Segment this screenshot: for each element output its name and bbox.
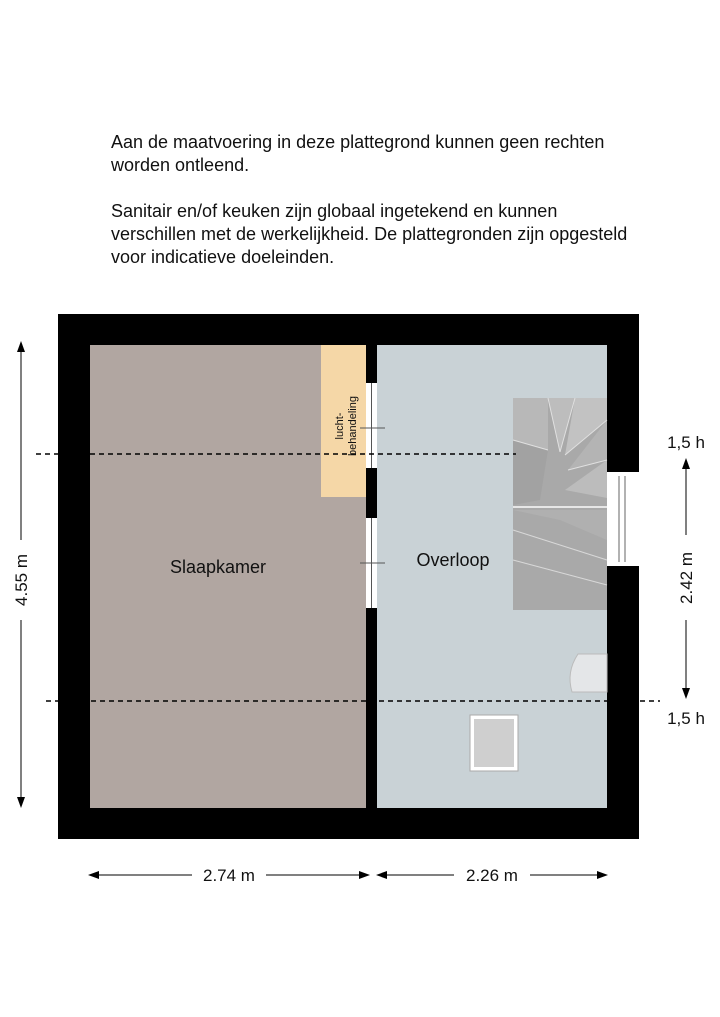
- disclaimer-paragraph-2: Sanitair en/of keuken zijn globaal ingetekend en kunnen verschillen met de werkelijkheid. De plattegronden zijn opgesteld voor indicatieve doeleinden.: [111, 201, 628, 267]
- label-height-total: 4.55 m: [12, 554, 31, 606]
- room-label-hvac-line2: behandeling: [347, 396, 359, 456]
- room-label-hvac-line1: lucht-: [334, 412, 346, 440]
- label-height-between: 2.42 m: [677, 552, 696, 604]
- fixture-right: [570, 654, 607, 692]
- staircase: [513, 398, 607, 610]
- room-label-landing: Overloop: [416, 550, 490, 570]
- label-line-top: 1,5 h: [667, 433, 705, 452]
- label-width-right: 2.26 m: [466, 866, 518, 885]
- label-width-left: 2.74 m: [203, 866, 255, 885]
- room-label-bedroom: Slaapkamer: [169, 557, 267, 577]
- window-right: [607, 472, 639, 566]
- disclaimer-paragraph-1: Aan de maatvoering in deze plattegrond kunnen geen rechten worden ontleend.: [111, 132, 605, 175]
- label-line-bottom: 1,5 h: [667, 709, 705, 728]
